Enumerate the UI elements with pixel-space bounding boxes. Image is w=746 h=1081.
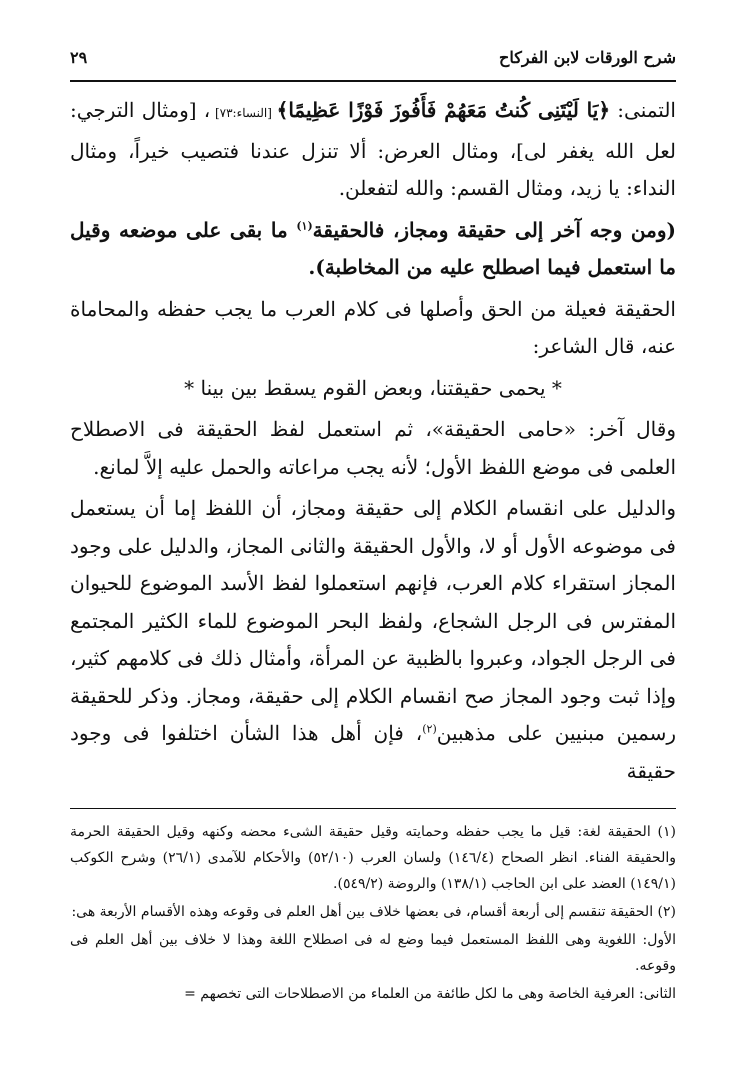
page-header xyxy=(70,48,676,78)
footnote-2-first: الأول: اللغوية وهى اللفظ المستعمل فيما وضع له فى اصطلاح اللغة وهذا لا خلاف بين أهل العلم فى وقوعه. xyxy=(70,932,676,974)
paragraph-evidence xyxy=(70,490,676,790)
footnote-ref-1[interactable]: (١) xyxy=(296,218,313,232)
footnotes xyxy=(70,819,676,1007)
text-segment: ، [ومثال الترجي: لعل الله يغفر لى]، ومثال العرض: ألا تنزل عندنا فتصيب خيراً، ومثال النداء: يا زيد، ومثال القسم: والله لتفعلن. xyxy=(70,98,676,200)
poetry-verse: * يحمى حقيقتنا، وبعض القوم يسقط بين بينا * xyxy=(184,375,562,400)
main-text xyxy=(70,92,676,790)
matn-definition xyxy=(70,212,676,287)
quran-citation: [النساء:٧٣] xyxy=(210,106,277,120)
text-segment: (ومن وجه آخر إلى حقيقة ومجاز، فالحقيقة xyxy=(312,217,676,242)
text-segment: ما بقى على موضعه وقيل ما استعمل فيما اصطلح عليه من المخاطبة). xyxy=(70,217,676,279)
paragraph-haqiqa-origin: الحقيقة فعيلة من الحق وأصلها فى كلام العرب ما يجب حفظه والمحاماة عنه، قال الشاعر: xyxy=(70,296,676,358)
quran-verse: ﴿يَا لَيْتَنِى كُنتُ مَعَهُمْ فَأَفُوزَ فَوْزًا عَظِيمًا﴾ xyxy=(276,98,611,122)
running-title: شرح الورقات لابن الفركاح xyxy=(499,48,676,67)
footnote-ref-2[interactable]: (٢) xyxy=(422,722,437,736)
text-segment: ، فإن أهل هذا الشأن اختلفوا فى وجود حقيقة xyxy=(70,721,676,783)
footnote-rule xyxy=(70,808,676,809)
header-rule xyxy=(70,80,676,82)
text-segment: والدليل على انقسام الكلام إلى حقيقة ومجاز، أن اللفظ إما أن يستعمل فى موضوعه الأول أو لا، والأول الحقيقة والثانى المجاز، والدليل على وجود المجاز استقراء كلام العرب، فإنهم استعملوا لفظ الأسد الموضوع للحيوان المفترس فى الرجل الشجاع، ولفظ البحر الموضوع للماء الكثير المجتمع فى الرجل الجواد، وعبروا بالظبية عن المرأة، وأمثال ذلك فى كلامهم كثير، وإذا ثبت وجود المجاز صح انقسام الكلام إلى حقيقة، ومجاز. وذكر للحقيقة رسمين مبنيين على مذهبين xyxy=(70,496,676,745)
footnote-2-second: الثانى: العرفية الخاصة وهى ما لكل طائفة من العلماء من الاصطلاحات التى تخصهم = xyxy=(184,986,676,1002)
page-number: ٢٩ xyxy=(70,48,88,67)
paragraph-examples xyxy=(70,92,676,208)
text-segment: التمنى: xyxy=(610,98,676,122)
footnote-1: (١) الحقيقة لغة: قيل ما يجب حفظه وحمايته وقيل حقيقة الشىء محضه وكنهه وقيل الحقيقة الحرمة والحقيقة الفناء. انظر الصحاح (١٤٦/٤) ولسان العرب (٥٢/١٠) والأحكام للآمدى (٢٦/١) وشرح الكوكب (١٤٩/١) العضد على ابن الحاجب (١٣٨/١) والروضة (٥٤٩/٢). xyxy=(70,824,676,892)
paragraph-other-poet: وقال آخر: «حامى الحقيقة»، ثم استعمل لفظ الحقيقة فى الاصطلاح العلمى فى موضع اللفظ الأول؛ لأنه يجب مراعاته والحمل عليه إلاَّ لمانع. xyxy=(70,417,676,479)
footnote-2: (٢) الحقيقة تنقسم إلى أربعة أقسام، فى بعضها خلاف بين أهل العلم فى وقوعه وهذه الأقسام الأربعة هى: xyxy=(71,904,676,920)
